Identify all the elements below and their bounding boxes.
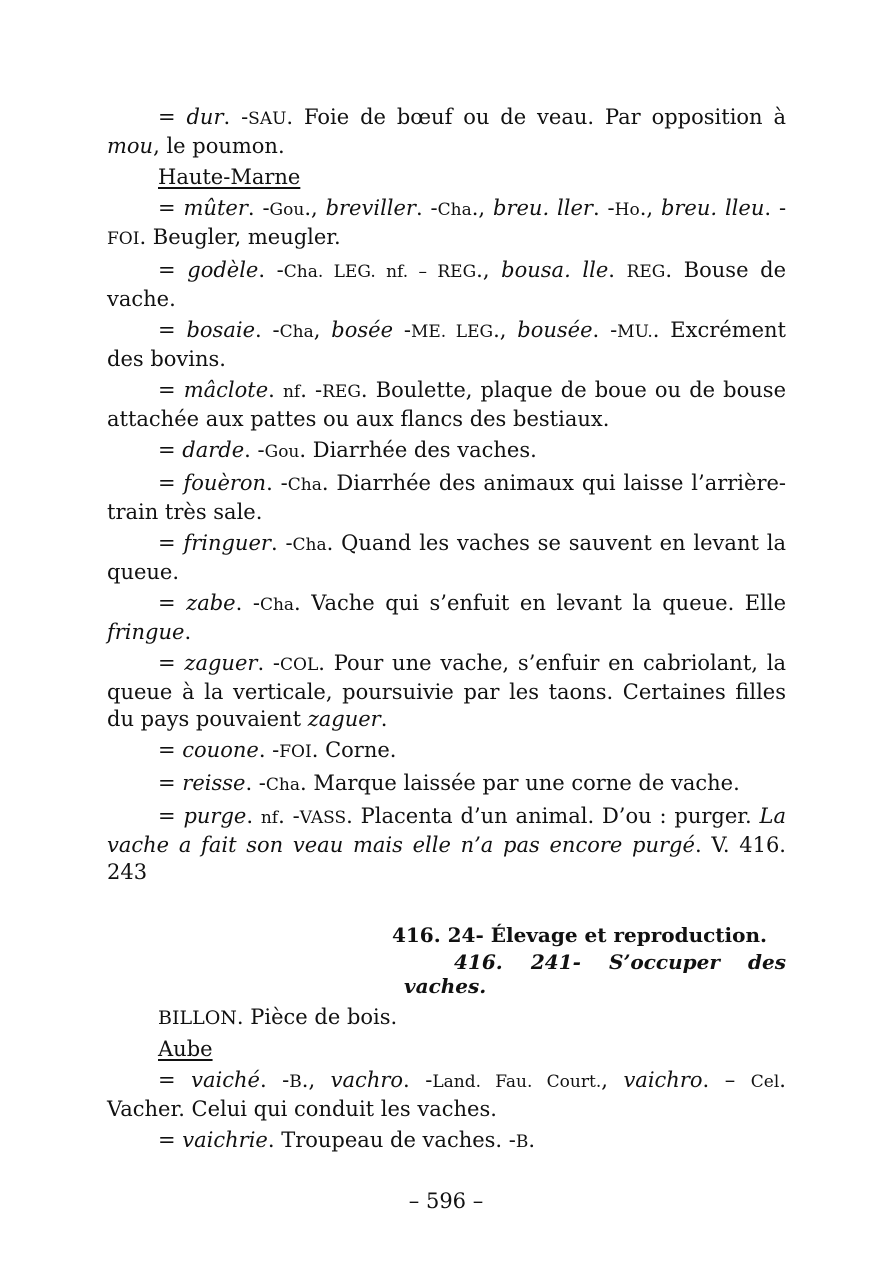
term: couone xyxy=(182,738,259,762)
text: = xyxy=(158,531,184,555)
term: vachro xyxy=(330,1068,404,1092)
text: . - xyxy=(300,378,323,402)
text: = xyxy=(158,471,184,495)
entry-vaichrie xyxy=(107,1127,786,1156)
text: . - xyxy=(257,651,281,675)
term: bosaie xyxy=(186,318,255,342)
text: = xyxy=(158,258,188,282)
subtitle-line: 416. 241- S’occuper des xyxy=(454,950,786,974)
term: breviller xyxy=(325,196,416,220)
region-name: Haute-Marne xyxy=(158,165,301,189)
source-abbrev: SAU xyxy=(248,109,287,129)
term: reisse xyxy=(182,771,246,795)
term: vaichrie xyxy=(182,1128,268,1152)
text: . - xyxy=(592,196,615,220)
source-abbrev: Gou xyxy=(264,442,300,462)
text: . Quand les vaches se sauvent en levant la queue. xyxy=(107,531,786,584)
source-abbrev: FOI xyxy=(279,742,312,762)
text: . - xyxy=(245,771,266,795)
term: breu. lleu xyxy=(660,196,765,220)
source-abbrev: Cha xyxy=(259,595,295,615)
source-abbrev: ME. LEG xyxy=(410,322,494,342)
source-abbrev: FOI xyxy=(107,229,140,249)
entry-couone xyxy=(107,737,786,766)
source-abbrev: VASS xyxy=(299,808,347,828)
text: . xyxy=(528,1128,536,1152)
source-abbrev: COL xyxy=(280,655,319,675)
text: . Pièce de bois. xyxy=(236,1005,398,1029)
term: breu. ller xyxy=(493,196,593,220)
entry-maclote xyxy=(107,377,786,433)
text: = xyxy=(158,591,187,615)
text: ., xyxy=(493,318,518,342)
subtitle-line: vaches. xyxy=(404,974,487,998)
region-heading xyxy=(107,164,786,191)
entry-billon xyxy=(107,1004,786,1032)
text: = xyxy=(158,1128,183,1152)
source-abbrev: Cha xyxy=(287,475,322,495)
term: fringue xyxy=(107,620,185,644)
text: . - xyxy=(266,471,288,495)
source-abbrev: B xyxy=(515,1132,529,1152)
text: ., xyxy=(471,196,494,220)
text: , xyxy=(313,318,332,342)
region-heading xyxy=(107,1036,786,1063)
source-abbrev: B xyxy=(289,1072,302,1092)
source-abbrev: REG xyxy=(322,382,361,402)
text: . - xyxy=(415,196,438,220)
source-abbrev: MU. xyxy=(617,322,653,342)
text: . xyxy=(268,378,283,402)
term: dur xyxy=(186,105,224,129)
source-abbrev: Land. Fau. Court. xyxy=(432,1072,602,1092)
text: . - xyxy=(258,738,280,762)
source-abbrev: nf xyxy=(282,382,301,402)
term: fouèron xyxy=(183,471,267,495)
text: . - xyxy=(403,1068,433,1092)
text: . Vacher. Celui qui conduit les vaches. xyxy=(107,1068,786,1121)
example-sentence: La vache a fait son veau mais elle n’a pas encore purgé xyxy=(107,804,787,857)
text: . - xyxy=(247,196,270,220)
entry-darde xyxy=(107,437,786,466)
text: . xyxy=(380,707,388,731)
text: = xyxy=(158,105,187,129)
source-abbrev: REG xyxy=(626,262,666,282)
text: . Boulette, plaque de boue ou de bouse attachée aux pattes ou aux flancs des bestiaux. xyxy=(107,378,786,431)
text: . – xyxy=(702,1068,751,1092)
term: bousa. lle xyxy=(501,258,609,282)
section-subtitle xyxy=(404,950,786,998)
entry-fringuer xyxy=(107,530,786,586)
entry-reisse xyxy=(107,770,786,799)
text: . - xyxy=(258,258,284,282)
text: . V. 416. 243 xyxy=(107,833,786,884)
text: = xyxy=(158,1068,192,1092)
text: = xyxy=(158,651,185,675)
text: . - xyxy=(278,804,300,828)
term: darde xyxy=(182,438,245,462)
term: bousée xyxy=(517,318,593,342)
text: = xyxy=(158,378,184,402)
text: . Excrément des bovins. xyxy=(107,318,786,371)
text: . Foie de bœuf ou de veau. Par opposition à xyxy=(286,105,786,129)
entry-muter xyxy=(107,195,786,253)
document-body xyxy=(107,104,786,1160)
term: bosée xyxy=(331,318,393,342)
source-abbrev: Ho xyxy=(614,200,640,220)
term: vaichro xyxy=(623,1068,703,1092)
region-name: Aube xyxy=(158,1037,213,1061)
term: mûter xyxy=(183,196,248,220)
section-title: 416. 24- Élevage et reproduction. xyxy=(391,923,767,947)
text: . Vache qui s’enfuit en levant la queue. Elle xyxy=(294,591,786,615)
text: = xyxy=(158,196,184,220)
entry-dur xyxy=(107,104,786,160)
source-abbrev: nf xyxy=(260,808,279,828)
term: zaguer xyxy=(184,651,258,675)
term: mâclote xyxy=(183,378,269,402)
entry-purge xyxy=(107,803,786,886)
entry-bosaie xyxy=(107,317,786,373)
text: = xyxy=(158,438,183,462)
text: . - xyxy=(259,1068,290,1092)
entry-fouèron xyxy=(107,470,786,526)
text: . Diarrhée des vaches. xyxy=(299,438,537,462)
text: . - xyxy=(270,531,293,555)
text: , xyxy=(601,1068,624,1092)
source-abbrev: Gou xyxy=(269,200,305,220)
source-abbrev: Cha xyxy=(279,322,314,342)
term: zabe xyxy=(186,591,236,615)
text: ., xyxy=(639,196,661,220)
source-abbrev: BILLON xyxy=(158,1007,237,1029)
page-number: – 596 – xyxy=(408,1189,484,1213)
text: = xyxy=(158,771,183,795)
text: . Marque laissée par une corne de vache. xyxy=(300,771,740,795)
term: vaiché xyxy=(191,1068,260,1092)
text: . - xyxy=(244,438,265,462)
text: . - xyxy=(255,318,280,342)
text: . Troupeau de vaches. - xyxy=(267,1128,516,1152)
text: . xyxy=(184,620,192,644)
text: . - xyxy=(764,196,787,220)
text: - xyxy=(393,318,411,342)
term: purge xyxy=(183,804,247,828)
term: fringuer xyxy=(183,531,271,555)
term: mou xyxy=(107,134,154,158)
source-abbrev: Cha xyxy=(437,200,472,220)
text: . xyxy=(608,258,627,282)
source-abbrev: Cel xyxy=(750,1072,780,1092)
entry-godele xyxy=(107,257,786,313)
source-abbrev: Cha xyxy=(265,775,300,795)
text: = xyxy=(158,738,183,762)
text: ., xyxy=(476,258,502,282)
text: . Placenta d’un animal. D’ou : purger. xyxy=(346,804,760,828)
source-abbrev: Cha. LEG. nf. – REG xyxy=(283,262,477,282)
entry-zabe xyxy=(107,590,786,646)
text: = xyxy=(158,804,184,828)
term: godèle xyxy=(187,258,259,282)
text: . Diarrhée des animaux qui laisse l’arrière-train très sale. xyxy=(107,471,786,524)
entry-vaiche xyxy=(107,1067,786,1123)
text: ., xyxy=(301,1068,331,1092)
text: . - xyxy=(223,105,249,129)
text: ., xyxy=(304,196,326,220)
text: . - xyxy=(235,591,260,615)
text: . Pour une vache, s’enfuir en cabriolant, la queue à la verticale, poursuivie par les taons. Certaines filles du pays pouvaient xyxy=(107,651,786,731)
text: . - xyxy=(592,318,618,342)
text: = xyxy=(158,318,187,342)
source-abbrev: Cha xyxy=(292,535,327,555)
text: . Bouse de vache. xyxy=(107,258,787,311)
text: . Beugler, meugler. xyxy=(139,225,341,249)
entry-zaguer xyxy=(107,650,786,733)
text: . xyxy=(246,804,261,828)
text: , le poumon. xyxy=(153,134,285,158)
term: zaguer xyxy=(307,707,381,731)
text: . Corne. xyxy=(311,738,397,762)
